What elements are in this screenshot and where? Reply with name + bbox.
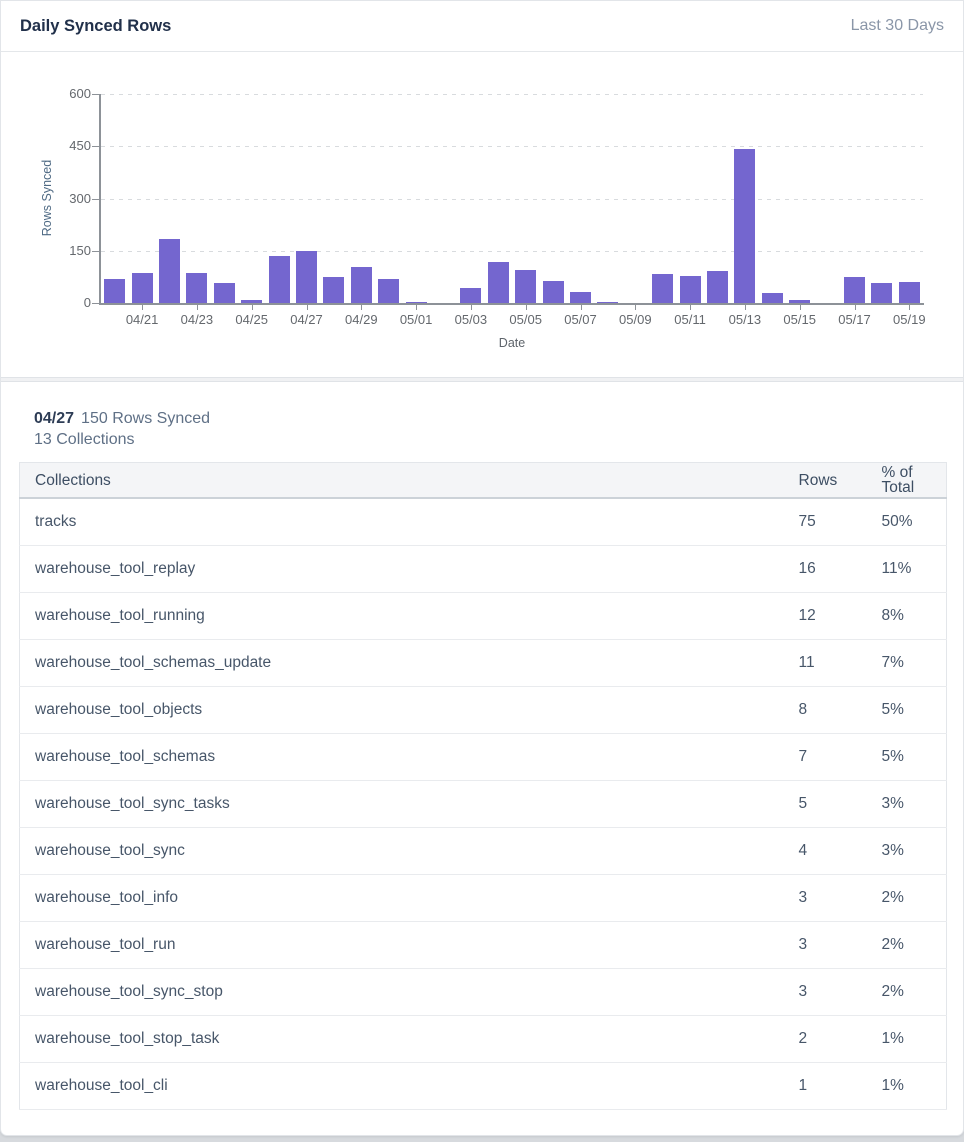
x-axis-title: Date xyxy=(498,336,526,350)
x-axis-tick-label: 05/17 xyxy=(838,312,871,327)
pct-of-total-cell: 1% xyxy=(882,1015,947,1062)
pct-of-total-cell: 7% xyxy=(882,639,947,686)
y-axis-tick xyxy=(92,251,99,252)
x-axis-tick xyxy=(416,305,417,310)
chart-bar[interactable] xyxy=(241,300,262,303)
rows-count-cell: 4 xyxy=(799,827,882,874)
pct-of-total-cell: 11% xyxy=(882,545,947,592)
x-axis-tick xyxy=(855,305,856,310)
table-row xyxy=(20,592,947,639)
chart-bar[interactable] xyxy=(132,273,153,303)
x-axis-tick xyxy=(909,305,910,310)
x-axis-tick xyxy=(361,305,362,310)
collection-name-cell: warehouse_tool_info xyxy=(20,874,799,921)
rows-count-cell: 16 xyxy=(799,545,882,592)
chart-bar[interactable] xyxy=(844,277,865,303)
table-row xyxy=(20,639,947,686)
y-axis-tick-label: 300 xyxy=(69,190,91,206)
collection-name-cell: warehouse_tool_schemas xyxy=(20,733,799,780)
collection-name-cell: warehouse_tool_replay xyxy=(20,545,799,592)
pct-of-total-cell: 1% xyxy=(882,1062,947,1109)
collection-name-cell: warehouse_tool_sync_stop xyxy=(20,968,799,1015)
collection-name-cell: tracks xyxy=(20,498,799,545)
y-axis-line xyxy=(99,94,101,305)
card-header xyxy=(1,1,963,52)
x-axis-tick xyxy=(307,305,308,310)
collections-table-body xyxy=(20,498,947,1109)
y-axis-tick-label: 600 xyxy=(69,86,91,101)
rows-synced-label: 150 Rows Synced xyxy=(81,410,211,427)
x-axis-tick-label: 05/05 xyxy=(509,312,542,327)
table-row xyxy=(20,498,947,545)
x-axis-tick xyxy=(745,305,746,310)
table-row xyxy=(20,874,947,921)
table-row xyxy=(20,827,947,874)
x-axis-tick-label: 05/11 xyxy=(674,312,706,327)
x-axis-tick-label: 04/23 xyxy=(180,312,214,327)
x-axis-tick xyxy=(800,305,801,310)
collection-name-cell: warehouse_tool_sync xyxy=(20,827,799,874)
x-axis-tick-label: 04/29 xyxy=(345,312,378,327)
table-row xyxy=(20,733,947,780)
column-header-pct-of-total: % of Total xyxy=(882,463,947,499)
gridline xyxy=(101,94,923,95)
chart-bar[interactable] xyxy=(652,274,673,303)
pct-of-total-cell: 5% xyxy=(882,686,947,733)
chart-bar[interactable] xyxy=(734,149,755,303)
chart-bar[interactable] xyxy=(789,300,810,303)
page-title: Daily Synced Rows xyxy=(20,16,172,35)
chart-bar[interactable] xyxy=(378,279,399,303)
chart-bar[interactable] xyxy=(515,270,536,303)
rows-count-cell: 7 xyxy=(799,733,882,780)
chart-bar[interactable] xyxy=(269,256,290,303)
rows-count-cell: 8 xyxy=(799,686,882,733)
y-axis-title: Rows Synced xyxy=(40,159,54,237)
collections-table xyxy=(19,462,947,1110)
collection-name-cell: warehouse_tool_run xyxy=(20,921,799,968)
table-row xyxy=(20,780,947,827)
selected-day-summary xyxy=(34,408,945,450)
x-axis-tick xyxy=(471,305,472,310)
chart-bar[interactable] xyxy=(406,302,427,303)
x-axis-tick-label: 05/03 xyxy=(454,312,488,327)
collections-table-header xyxy=(20,463,947,499)
rows-count-cell: 1 xyxy=(799,1062,882,1109)
chart-bar[interactable] xyxy=(351,267,372,303)
details-section xyxy=(1,382,963,1110)
x-axis-tick-label: 05/01 xyxy=(399,312,433,327)
rows-count-cell: 75 xyxy=(799,498,882,545)
chart-bar[interactable] xyxy=(762,293,783,303)
x-axis-tick xyxy=(526,305,527,310)
pct-of-total-cell: 50% xyxy=(882,498,947,545)
column-header-collections: Collections xyxy=(20,463,799,499)
summary-line-1 xyxy=(34,408,945,429)
x-axis-tick xyxy=(197,305,198,310)
y-axis-tick xyxy=(92,199,99,200)
x-axis-tick-label: 04/25 xyxy=(235,312,268,327)
gridline xyxy=(101,199,923,200)
chart-bar[interactable] xyxy=(707,271,728,303)
chart-bar[interactable] xyxy=(899,282,920,303)
y-axis-tick-label: 150 xyxy=(69,242,91,258)
collections-count-label: 13 Collections xyxy=(34,431,135,448)
table-row xyxy=(20,968,947,1015)
rows-count-cell: 11 xyxy=(799,639,882,686)
table-row xyxy=(20,686,947,733)
time-range-label: Last 30 Days xyxy=(850,17,944,34)
chart xyxy=(1,52,963,377)
x-axis-tick xyxy=(581,305,582,310)
pct-of-total-cell: 2% xyxy=(882,921,947,968)
x-axis-tick-label: 05/09 xyxy=(619,312,652,327)
table-row xyxy=(20,1015,947,1062)
x-axis-tick-label: 05/13 xyxy=(728,312,762,327)
chart-bar[interactable] xyxy=(488,262,509,303)
rows-count-cell: 3 xyxy=(799,874,882,921)
table-row xyxy=(20,921,947,968)
pct-of-total-cell: 5% xyxy=(882,733,947,780)
x-axis-tick-label: 04/21 xyxy=(125,312,159,327)
x-axis-tick-label: 05/15 xyxy=(783,312,816,327)
collection-name-cell: warehouse_tool_objects xyxy=(20,686,799,733)
chart-bar[interactable] xyxy=(597,302,618,303)
chart-bar[interactable] xyxy=(680,276,701,303)
table-row xyxy=(20,545,947,592)
pct-of-total-cell: 3% xyxy=(882,780,947,827)
x-axis-tick-label: 05/19 xyxy=(893,312,926,327)
x-axis-tick-label: 04/27 xyxy=(290,312,323,327)
pct-of-total-cell: 2% xyxy=(882,874,947,921)
chart-bar[interactable] xyxy=(323,277,344,303)
x-axis-tick xyxy=(690,305,691,310)
rows-count-cell: 3 xyxy=(799,921,882,968)
x-axis-tick xyxy=(635,305,636,310)
collection-name-cell: warehouse_tool_cli xyxy=(20,1062,799,1109)
table-row xyxy=(20,1062,947,1109)
rows-count-cell: 3 xyxy=(799,968,882,1015)
y-axis-tick-label: 450 xyxy=(69,138,91,154)
pct-of-total-cell: 8% xyxy=(882,592,947,639)
chart-bar[interactable] xyxy=(104,279,125,303)
x-axis-tick-label: 05/07 xyxy=(564,312,597,327)
pct-of-total-cell: 2% xyxy=(882,968,947,1015)
collection-name-cell: warehouse_tool_stop_task xyxy=(20,1015,799,1062)
gridline xyxy=(101,146,923,147)
chart-bar[interactable] xyxy=(871,283,892,303)
selected-date: 04/27 xyxy=(34,410,75,427)
collection-name-cell: warehouse_tool_schemas_update xyxy=(20,639,799,686)
chart-bar[interactable] xyxy=(159,239,180,303)
x-axis-tick xyxy=(252,305,253,310)
y-axis-tick xyxy=(92,146,99,147)
pct-of-total-cell: 3% xyxy=(882,827,947,874)
chart-bar[interactable] xyxy=(543,281,564,303)
chart-bar[interactable] xyxy=(186,273,207,303)
y-axis-tick-label: 0 xyxy=(83,295,91,310)
y-axis-tick xyxy=(92,303,99,304)
gridline xyxy=(101,251,923,252)
column-header-rows: Rows xyxy=(799,463,882,499)
chart-bar[interactable] xyxy=(570,292,591,303)
rows-count-cell: 2 xyxy=(799,1015,882,1062)
chart-bar[interactable] xyxy=(460,288,481,303)
rows-count-cell: 12 xyxy=(799,592,882,639)
y-axis-tick xyxy=(92,94,99,95)
x-axis-tick xyxy=(142,305,143,310)
rows-count-cell: 5 xyxy=(799,780,882,827)
chart-bar[interactable] xyxy=(214,283,235,303)
collection-name-cell: warehouse_tool_running xyxy=(20,592,799,639)
chart-bar[interactable] xyxy=(296,251,317,303)
collection-name-cell: warehouse_tool_sync_tasks xyxy=(20,780,799,827)
